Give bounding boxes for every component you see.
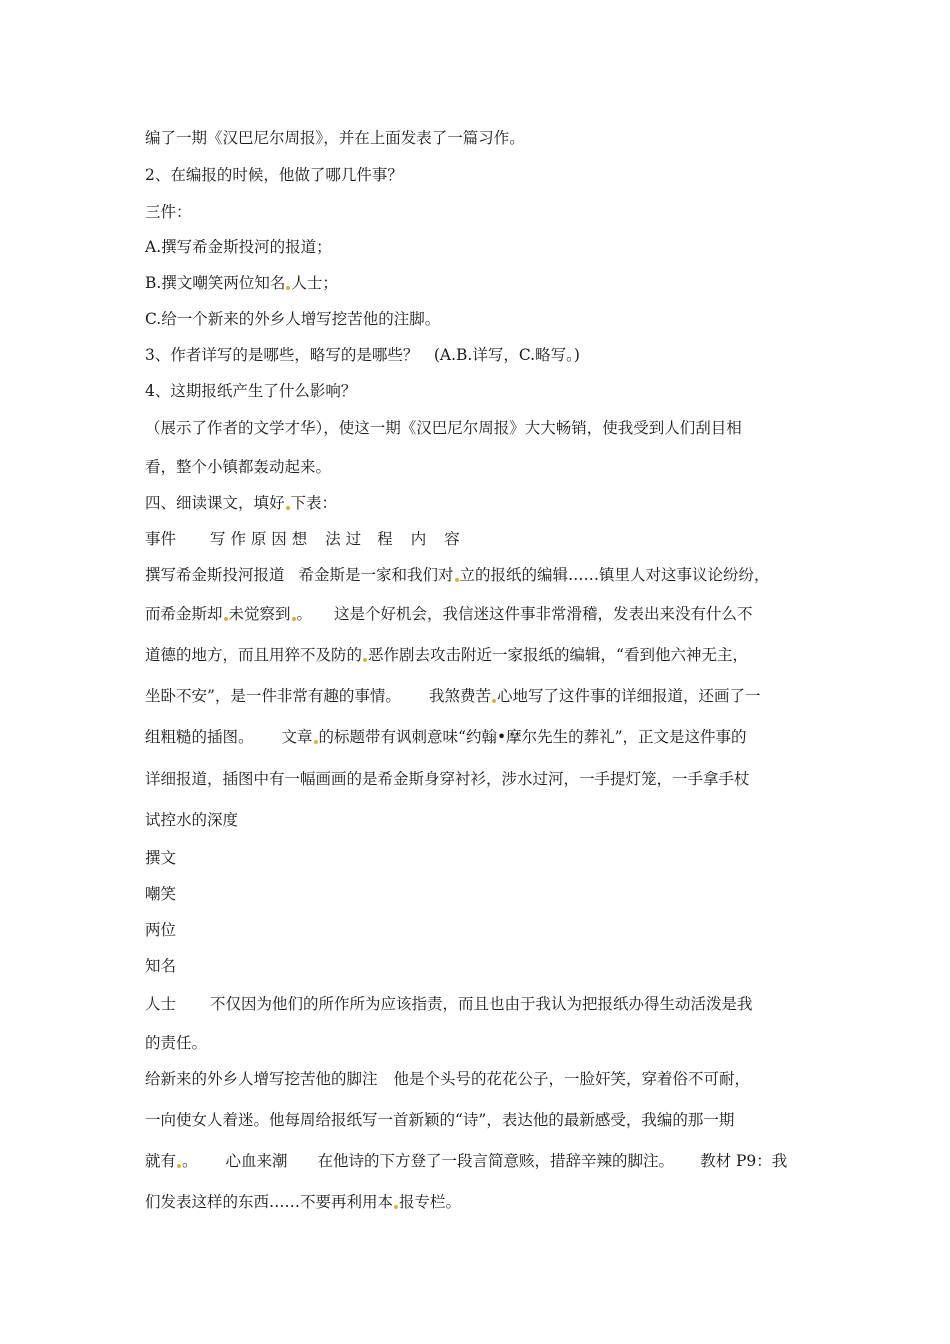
question-3: 3、作者详写的是哪些，略写的是哪些？ (A.B.详写，C.略写。) <box>145 346 580 364</box>
marker-dot <box>314 740 318 744</box>
table-cell: 撰文 <box>145 849 177 867</box>
text-line: 就有 。 心血来潮 在他诗的下方登了一段言简意赅，措辞辛辣的脚注。 教材 P9：我 <box>145 1152 788 1170</box>
question-2: 2、在编报的时候，他做了哪几件事？ <box>145 166 403 184</box>
text-line: 三件： <box>145 203 192 221</box>
table-cell: 两位 <box>145 921 177 939</box>
text-line: 详细报道，插图中有一幅画画的是希金斯身穿衬衫，涉水过河，一手提灯笼，一手拿手杖 <box>145 770 750 788</box>
marker-dot <box>363 658 367 662</box>
text-line: 编了一期《汉巴尼尔周报》，并在上面发表了一篇习作。 <box>145 129 525 147</box>
marker-dot <box>394 1205 398 1209</box>
text-line: 坐卧不安”，是一件非常有趣的事情。 我煞费苦 心地写了这件事的详细报道，还画了一 <box>145 687 761 705</box>
marker-dot <box>286 506 290 510</box>
text-line: 看，整个小镇都轰动起来。 <box>145 458 332 476</box>
text-line: （展示了作者的文学才华），使这一期《汉巴尼尔周报》大大畅销，使我受到人们刮目相 <box>145 419 742 437</box>
text-line: 组粗糙的插图。 文章 的标题带有讽刺意味“约翰•摩尔先生的葬礼”，正文是这件事的 <box>145 728 747 746</box>
table-cell: 嘲笑 <box>145 885 177 903</box>
table-row-1: 撰写希金斯投河报道 希金斯是一家和我们对 立的报纸的编辑……镇里人对这事议论纷纷， <box>145 566 770 584</box>
text-line: 道德的地方，而且用猝不及防的 恶作剧去攻击附近一家报纸的编辑，“看到他六神无主， <box>145 646 748 664</box>
marker-dot <box>492 699 496 703</box>
text-line: 试控水的深度 <box>145 811 239 829</box>
table-header: 事件 写 作 原 因 想 法 过 程 内 容 <box>145 530 460 548</box>
section-heading: 四、细读课文，填好 下表： <box>145 494 338 512</box>
marker-dot <box>292 617 296 621</box>
marker-dot <box>224 617 228 621</box>
table-row-3: 给新来的外乡人增写挖苦他的脚注 他是个头号的花花公子，一脸奸笑，穿着俗不可耐， <box>145 1070 751 1088</box>
table-cell: 知名 <box>145 957 177 975</box>
text-line: 而希金斯却 未觉察到 。 这是个好机会，我信迷这件事非常滑稽，发表出来没有什么不 <box>145 605 753 623</box>
table-row-2: 人士 不仅因为他们的所作所为应该指责，而且也由于我认为把报纸办得生动活泼是我 <box>145 995 753 1013</box>
marker-dot <box>177 1164 181 1168</box>
marker-dot <box>455 578 459 582</box>
question-4: 4、这期报纸产生了什么影响？ <box>145 382 357 400</box>
text-line: 的责任。 <box>145 1034 208 1052</box>
answer-b: B.撰文嘲笑两位知名 人士； <box>145 274 338 292</box>
text-line: 一向使女人着迷。他每周给报纸写一首新颖的“诗”，表达他的最新感受，我编的那一期 <box>145 1111 735 1129</box>
text-line: 们发表这样的东西……不要再利用本 报专栏。 <box>145 1193 462 1211</box>
answer-a: A.撰写希金斯投河的报道； <box>145 238 332 256</box>
marker-dot <box>286 286 290 290</box>
answer-c: C.给一个新来的外乡人增写挖苦他的注脚。 <box>145 310 441 328</box>
